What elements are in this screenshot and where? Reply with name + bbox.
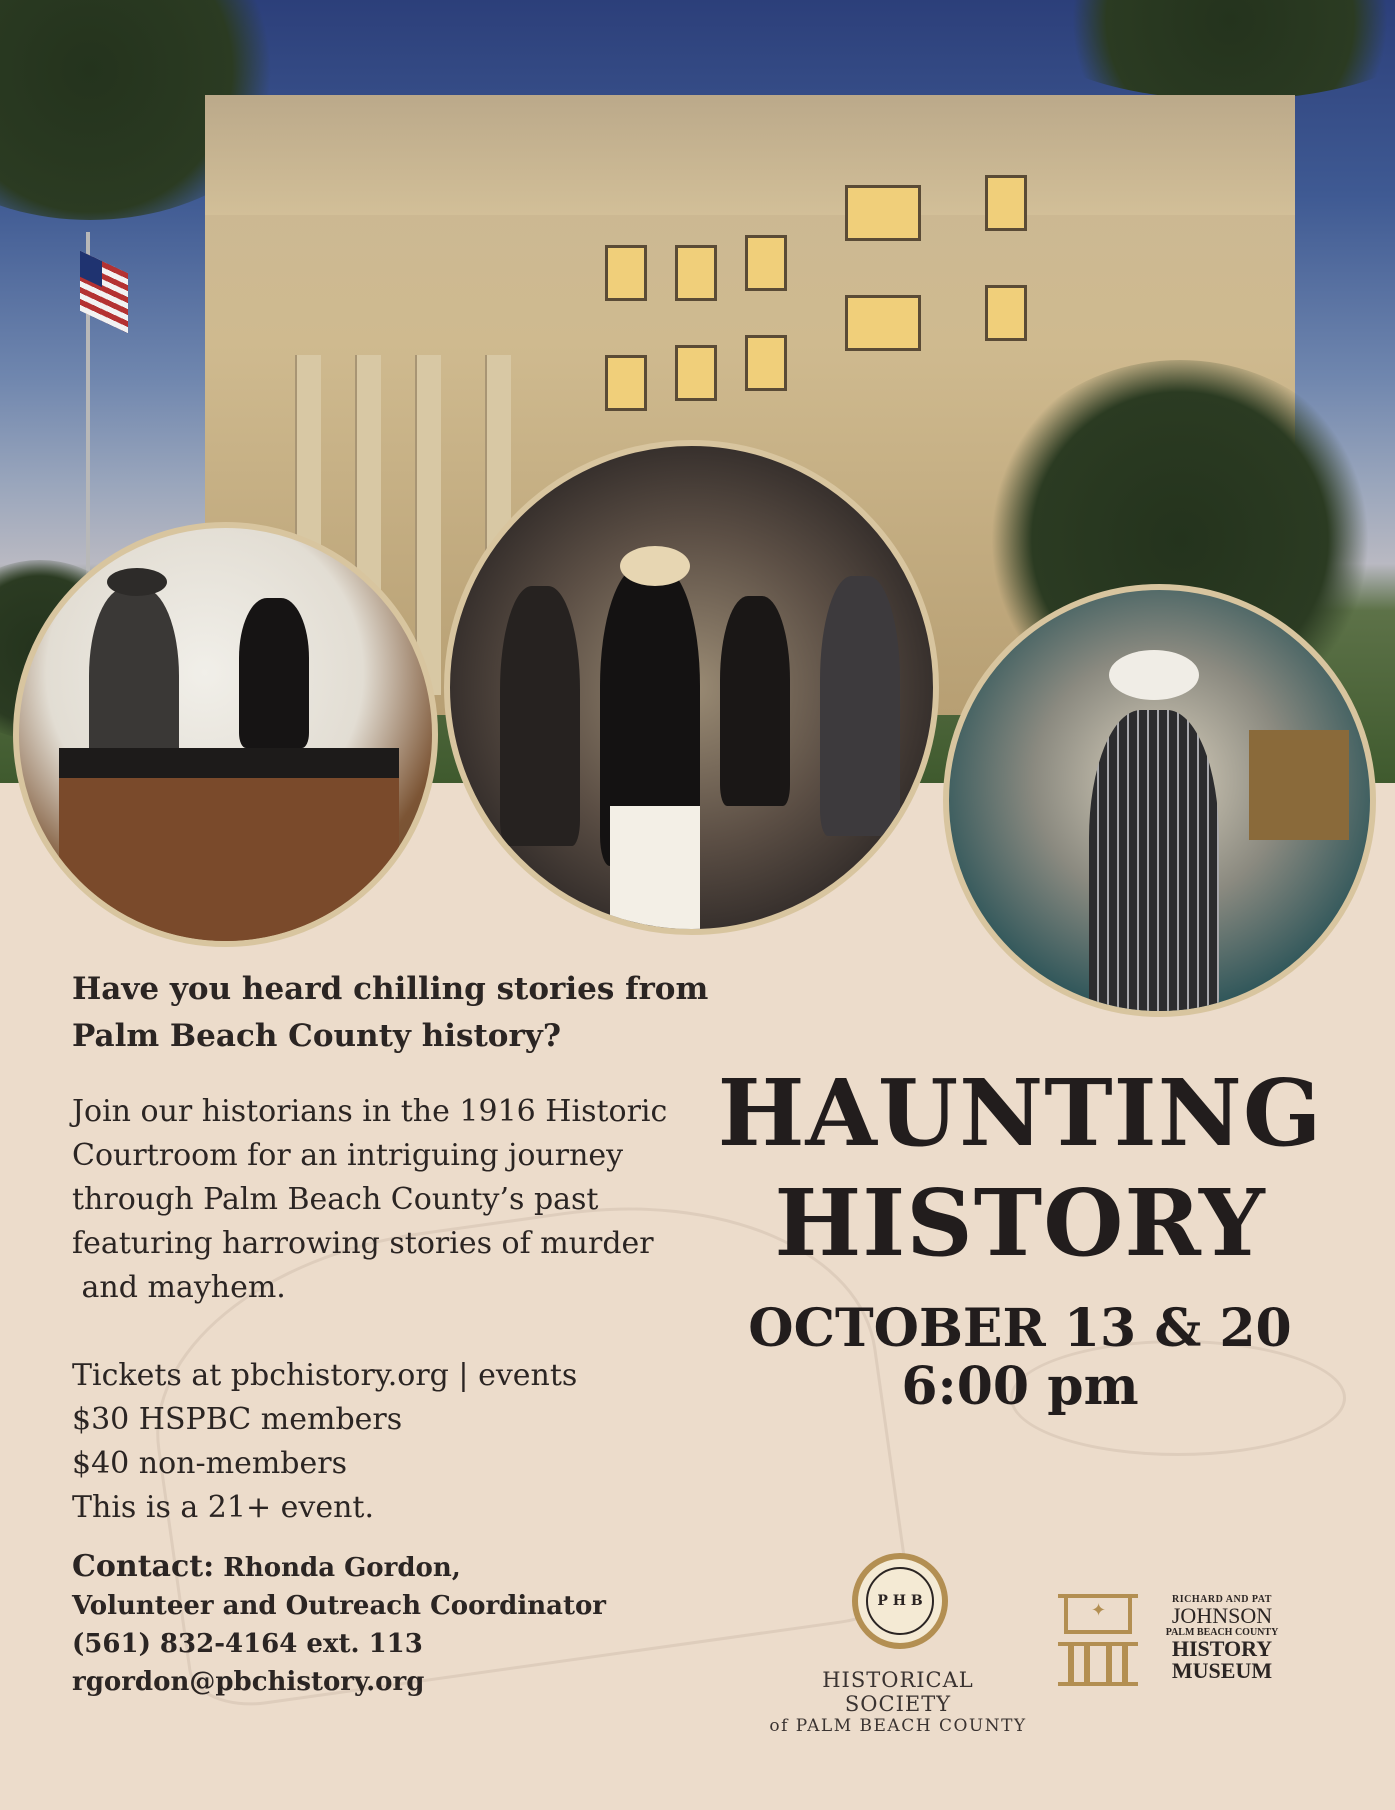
- event-dates: OCTOBER 13 & 20: [748, 1298, 1292, 1359]
- title-line-1: HAUNTING: [717, 1059, 1323, 1167]
- historical-society-name: [766, 1668, 1030, 1736]
- photo-circle-pinstripe: [943, 584, 1376, 1017]
- museum-line-4: HISTORY: [1171, 1636, 1273, 1661]
- event-description: [72, 1090, 667, 1310]
- intro-question-line-1: Have you heard chilling stories from: [72, 971, 709, 1007]
- historical-society-seal-logo: [852, 1553, 948, 1649]
- title-line-2: HISTORY: [774, 1169, 1266, 1277]
- description-line-4: featuring harrowing stories of murder: [72, 1226, 654, 1261]
- museum-line-1: RICHARD AND PAT: [1172, 1594, 1272, 1605]
- description-line-5: and mayhem.: [72, 1270, 286, 1305]
- contact-phone[interactable]: (561) 832-4164 ext. 113: [72, 1629, 423, 1659]
- contact-name: Rhonda Gordon,: [214, 1553, 461, 1583]
- seal-initials: P H B: [877, 1593, 923, 1609]
- museum-line-2: JOHNSON: [1171, 1603, 1273, 1628]
- museum-building-logo-icon: ✦: [1058, 1594, 1138, 1686]
- photo-circle-desk: [13, 522, 438, 947]
- description-line-1: Join our historians in the 1916 Historic: [72, 1094, 668, 1129]
- member-price: $30 HSPBC members: [72, 1402, 403, 1437]
- event-time: 6:00 pm: [901, 1356, 1139, 1417]
- museum-line-3: PALM BEACH COUNTY: [1165, 1627, 1279, 1638]
- contact-label: Contact:: [72, 1549, 215, 1584]
- tickets-url-line[interactable]: Tickets at pbchistory.org | events: [72, 1358, 578, 1393]
- historical-society-line-2: of PALM BEACH COUNTY: [769, 1716, 1027, 1736]
- photo-circle-crowd: [444, 440, 939, 935]
- description-line-2: Courtroom for an intriguing journey: [72, 1138, 624, 1173]
- ticket-info: [72, 1354, 577, 1530]
- age-restriction: This is a 21+ event.: [72, 1490, 375, 1525]
- non-member-price: $40 non-members: [72, 1446, 347, 1481]
- description-line-3: through Palm Beach County’s past: [72, 1182, 599, 1217]
- contact-email[interactable]: rgordon@pbchistory.org: [72, 1667, 425, 1697]
- contact-info: [72, 1548, 606, 1701]
- museum-line-5: MUSEUM: [1171, 1658, 1273, 1683]
- museum-name: [1152, 1594, 1292, 1682]
- contact-role: Volunteer and Outreach Coordinator: [72, 1591, 607, 1621]
- intro-question-line-2: Palm Beach County history?: [72, 1018, 561, 1054]
- historical-society-line-1: HISTORICAL SOCIETY: [822, 1668, 974, 1716]
- palm-tree-right: [1020, 0, 1395, 100]
- intro-question: [72, 966, 708, 1060]
